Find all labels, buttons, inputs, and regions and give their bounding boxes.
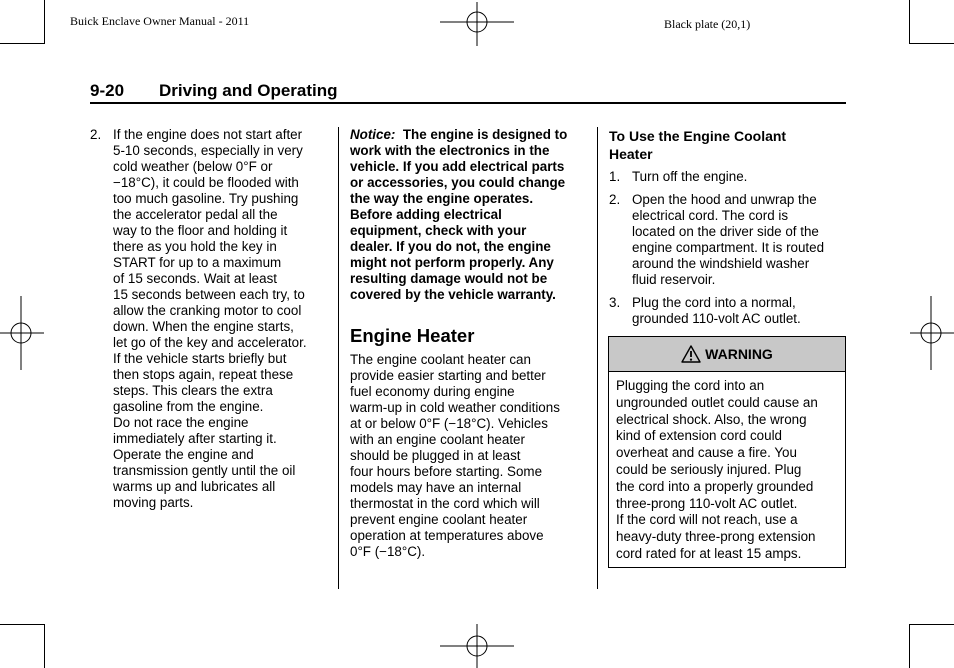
text-line: work with the electronics in the (350, 143, 550, 158)
text-line: cold weather (below 0°F or (113, 159, 273, 174)
text-line: down. When the engine starts, (113, 319, 294, 334)
text-line: Heater (609, 146, 653, 162)
text-line: there as you hold the key in (113, 239, 277, 254)
warning-box (608, 336, 846, 568)
text-line: then stops again, repeat these (113, 367, 294, 382)
column-1 (90, 127, 330, 511)
text-line: electrical shock. Also, the wrong (616, 411, 807, 427)
text-line: 5-10 seconds, especially in very (113, 143, 303, 158)
text-line: fluid reservoir. (632, 272, 716, 287)
notice-text: The engine is designed to (402, 127, 568, 142)
text-line: transmission gently until the oil (113, 463, 296, 478)
step-number: 2. (609, 192, 621, 207)
text-line: four hours before starting. Some (350, 464, 543, 479)
text-line: immediately after starting it. (113, 431, 277, 446)
step-number: 1. (609, 169, 621, 184)
text-line: dealer. If you do not, the engine (350, 239, 551, 254)
engine-heater-heading: Engine Heater (350, 325, 475, 346)
step-number: 3. (609, 295, 621, 310)
text-line: ungrounded outlet could cause an (616, 394, 818, 410)
text-line: Do not race the engine (113, 415, 249, 430)
text-line: warms up and lubricates all (113, 479, 276, 494)
list-item (609, 295, 846, 327)
text-line: allow the cranking motor to cool (113, 303, 302, 318)
text-line: at or below 0°F (−18°C). Vehicles (350, 416, 548, 431)
text-line: electrical cord. The cord is (632, 208, 789, 223)
text-line: the cord into a properly grounded (616, 478, 814, 494)
text-line: covered by the vehicle warranty. (350, 287, 556, 302)
notice-label: Notice: (350, 127, 396, 142)
text-line: models may have an internal (350, 480, 522, 495)
registration-target-left-icon (0, 296, 44, 370)
step-number: 2. (90, 127, 102, 142)
text-line: cord rated for at least 15 amps. (616, 545, 802, 561)
text-line: grounded 110-volt AC outlet. (632, 311, 801, 326)
notice-block (350, 127, 590, 303)
text-line: Turn off the engine. (632, 169, 748, 184)
text-line (350, 127, 590, 143)
column-3 (609, 127, 846, 327)
text-line: Plug the cord into a normal, (632, 295, 796, 310)
text-line: START for up to a maximum (113, 255, 282, 270)
text-line: equipment, check with your (350, 223, 527, 238)
text-line: kind of extension cord could (616, 428, 782, 444)
text-line: Before adding electrical (350, 207, 502, 222)
text-line: too much gasoline. Try pushing (113, 191, 299, 206)
page-number: 9-20 (90, 81, 125, 100)
text-line: steps. This clears the extra (113, 383, 273, 398)
text-line: could be seriously injured. Plug (616, 461, 802, 477)
text-line: resulting damage would not be (350, 271, 548, 286)
warning-label: WARNING (705, 346, 773, 362)
text-line: overheat and cause a fire. You (616, 445, 797, 461)
text-line: Plugging the cord into an (616, 378, 765, 393)
text-line: way to the floor and holding it (113, 223, 288, 238)
text-line: around the windshield washer (632, 256, 810, 271)
coolant-heater-subheading (609, 127, 846, 163)
text-line: let go of the key and accelerator. (113, 335, 307, 350)
warning-triangle-icon (681, 345, 701, 363)
text-line: The engine coolant heater can (350, 352, 531, 367)
text-line: Open the hood and unwrap the (632, 192, 817, 207)
registration-target-right-icon (910, 296, 954, 370)
text-line: Operate the engine and (113, 447, 254, 462)
text-line: provide easier starting and better (350, 368, 546, 383)
text-line: −18°C), it could be flooded with (113, 175, 299, 190)
text-line: with an engine coolant heater (350, 432, 525, 447)
text-line: of 15 seconds. Wait at least (113, 271, 277, 286)
column-divider-2 (597, 127, 598, 589)
text-line: prevent engine coolant heater (350, 512, 528, 527)
engine-heater-body (350, 352, 590, 560)
text-line: the way the engine operates. (350, 191, 534, 206)
step-text (113, 127, 330, 511)
registration-target-top-icon (440, 2, 514, 46)
text-line: gasoline from the engine. (113, 399, 264, 414)
text-line: If the engine does not start after (113, 127, 303, 142)
text-line: operation at temperatures above (350, 528, 544, 543)
column-divider-1 (338, 127, 339, 589)
section-title: Driving and Operating (159, 81, 338, 100)
header-rule (90, 102, 846, 104)
text-line: engine compartment. It is routed (632, 240, 825, 255)
text-line: heavy-duty three-prong extension (616, 529, 816, 545)
text-line: thermostat in the cord which will (350, 496, 540, 511)
text-line: If the vehicle starts briefly but (113, 351, 287, 366)
column-2 (350, 127, 590, 560)
text-line: vehicle. If you add electrical parts (350, 159, 565, 174)
text-line: should be plugged in at least (350, 448, 521, 463)
list-item (90, 127, 330, 511)
text-line: might not perform properly. Any (350, 255, 554, 270)
warning-body (609, 372, 845, 569)
list-item (609, 169, 846, 185)
text-line: moving parts. (113, 495, 194, 510)
text-line: the accelerator pedal all the (113, 207, 278, 222)
text-line: or accessories, you could change (350, 175, 566, 190)
text-line: To Use the Engine Coolant (609, 128, 787, 144)
list-item (609, 192, 846, 288)
registration-target-bottom-icon (440, 624, 514, 668)
text-line: warm-up in cold weather conditions (350, 400, 560, 415)
warning-header (609, 337, 845, 372)
text-line: 15 seconds between each try, to (113, 287, 305, 302)
manual-title: Buick Enclave Owner Manual - 2011 (70, 14, 250, 28)
text-line: located on the driver side of the (632, 224, 819, 239)
text-line: fuel economy during engine (350, 384, 515, 399)
text-line: three-prong 110-volt AC outlet. (616, 495, 798, 511)
text-line: 0°F (−18°C). (350, 544, 426, 559)
text-line: If the cord will not reach, use a (616, 512, 798, 528)
plate-label: Black plate (20,1) (664, 17, 751, 31)
